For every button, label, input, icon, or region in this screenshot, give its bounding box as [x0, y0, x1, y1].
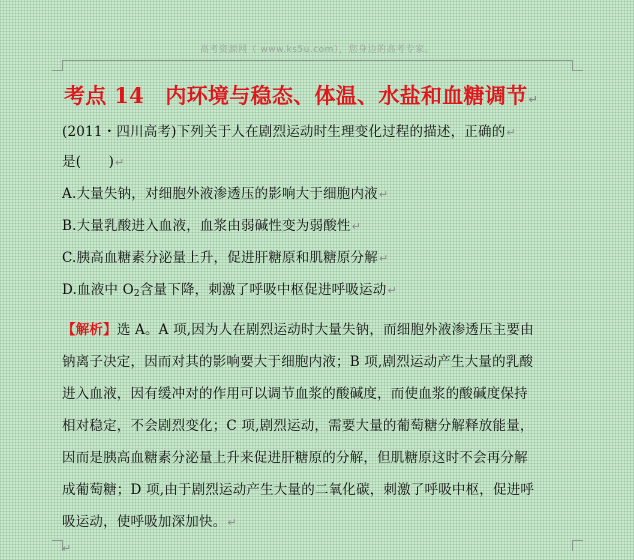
paragraph-mark: ↵: [351, 220, 362, 233]
paragraph-mark: ↵: [528, 93, 538, 106]
paragraph-mark: ↵: [378, 188, 389, 201]
header-watermark: 高考资源网（ www.ks5u.com），您身边的高考专家。: [200, 45, 434, 55]
analysis-text: 吸运动，使呼吸加深加快。: [62, 514, 227, 530]
question-stem-line1: [62, 120, 516, 140]
margin-corner-bottom-right: [572, 540, 583, 551]
paragraph-mark: ↵: [227, 516, 237, 529]
option-a: [62, 182, 388, 202]
question-stem-text: (2011・四川高考)下列关于人在剧烈运动时生理变化过程的描述，正确的: [62, 124, 506, 140]
analysis-line3: [62, 382, 528, 402]
analysis-text: 钠离子决定，因而对其的影响要大于细胞内液；B 项,剧烈运动产生大量的乳酸: [62, 354, 534, 370]
analysis-text: 相对稳定，不会剧烈变化；C 项,剧烈运动，需要大量的葡萄糖分解释放能量，: [62, 418, 534, 434]
option-c-text: C.胰高血糖素分泌量上升，促进肝糖原和肌糖原分解: [62, 250, 378, 266]
analysis-text: 选 A。A 项,因为人在剧烈运动时大量失钠，而细胞外液渗透压主要由: [116, 322, 534, 338]
section-title-text: 考点 14 内环境与稳态、体温、水盐和血糖调节: [64, 83, 528, 108]
analysis-line6: [62, 478, 534, 498]
option-d: [62, 278, 397, 299]
paragraph-mark: ↵: [378, 252, 389, 265]
option-b: [62, 214, 361, 234]
analysis-line1: [62, 318, 534, 338]
margin-corner-top-left: [52, 60, 63, 71]
option-d-text-post: 含量下降，刺激了呼吸中枢促进呼吸运动: [139, 282, 387, 298]
analysis-line4: [62, 414, 534, 434]
analysis-text: 进入血液，因有缓冲对的作用可以调节血浆的酸碱度，而使血浆的酸碱度保持: [62, 386, 528, 402]
analysis-tag: 【解析】: [62, 322, 117, 338]
section-title: [64, 80, 538, 110]
analysis-text: 因而是胰高血糖素分泌量上升来促进肝糖原的分解，但肌糖原这时不会再分解: [62, 450, 528, 466]
margin-corner-top-right: [572, 60, 583, 71]
paragraph-mark: ↵: [506, 126, 516, 139]
analysis-line2: [62, 350, 533, 370]
paragraph-mark: ↵: [115, 156, 125, 169]
analysis-line7: [62, 510, 237, 530]
option-d-text-pre: D.血液中 O: [62, 282, 134, 298]
option-b-text: B.大量乳酸进入血液，血浆由弱碱性变为弱酸性: [62, 218, 351, 234]
option-c: [62, 246, 388, 266]
paragraph-mark: ↵: [62, 542, 72, 555]
analysis-line5: [62, 446, 528, 466]
question-stem-line2: [62, 150, 124, 170]
question-stem-text: 是( ): [62, 154, 115, 170]
option-a-text: A.大量失钠，对细胞外液渗透压的影响大于细胞内液: [62, 186, 378, 202]
option-d-subscript: 2: [133, 289, 140, 299]
analysis-text: 成葡萄糖；D 项,由于剧烈运动产生大量的二氧化碳，刺激了呼吸中枢，促进呼: [62, 482, 535, 498]
paragraph-mark: ↵: [387, 284, 397, 297]
header-rule: [62, 60, 572, 61]
